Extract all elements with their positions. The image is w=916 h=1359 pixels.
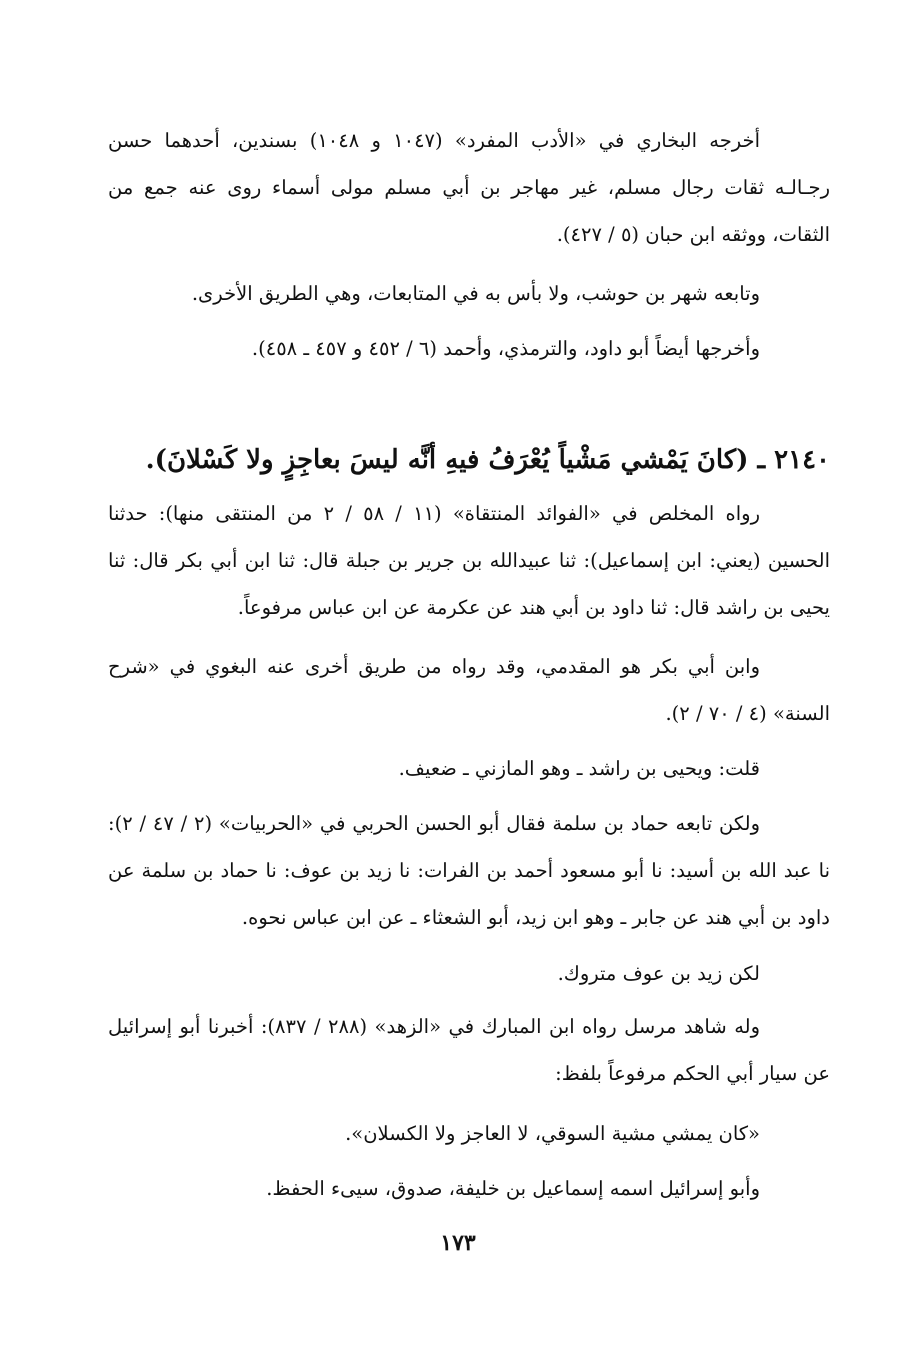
- paragraph-mukhallis-isnad: رواه المخلص في «الفوائد المنتقاة» (١١ / ٥٨ / ٢ من المنتقى منها): حدثنا الحسين (يعني: ابن إسماعيل): ثنا عبيدالله بن جرير بن جبلة قال: ثنا ابن أبي بكر قال: ثنا يحيى بن راشد قال: ثنا داود بن أبي هند عن عكرمة عن ابن عباس مرفوعاً.: [108, 502, 830, 619]
- paragraph-hammad-mutabaa: ولكن تابعه حماد بن سلمة فقال أبو الحسن الحربي في «الحربيات» (٢ / ٤٧ / ٢): نا عبد الله بن أسيد: نا أبو مسعود أحمد بن الفرات: نا زيد بن عوف: نا حماد بن سلمة عن داود بن أبي هند عن جابر ـ وهو ابن زيد، أبو الشعثاء ـ عن ابن عباس نحوه.: [108, 812, 830, 929]
- paragraph-shahr-mutabaa: وتابعه شهر بن حوشب، ولا بأس به في المتابعات، وهي الطريق الأخرى.: [191, 282, 760, 305]
- paragraph-quote-lafz: «كان يمشي مشية السوقي، لا العاجز ولا الكسلان».: [345, 1122, 760, 1145]
- page-number: ١٧٣: [440, 1230, 476, 1256]
- paragraph-abu-israil: وأبو إسرائيل اسمه إسماعيل بن خليفة، صدوق، سيىء الحفظ.: [266, 1177, 760, 1200]
- paragraph-yahya-daif: قلت: ويحيى بن راشد ـ وهو المازني ـ ضعيف.: [398, 757, 760, 780]
- paragraph-zayd-matruk: لكن زيد بن عوف متروك.: [557, 962, 760, 985]
- paragraph-bukhari-takhrij: أخرجه البخاري في «الأدب المفرد» (١٠٤٧ و ١٠٤٨) بسندين، أحدهما حسن رجـالـه ثقات رجال مسلم، غير مهاجر بن أبي مسلم مولى أسماء روى عنه جمع من الثقات، ووثقه ابن حبان (٥ / ٤٢٧).: [108, 129, 830, 246]
- paragraph-abu-dawud-takhrij: وأخرجها أيضاً أبو داود، والترمذي، وأحمد (٦ / ٤٥٢ و ٤٥٧ ـ ٤٥٨).: [251, 337, 760, 360]
- paragraph-muqaddami: وابن أبي بكر هو المقدمي، وقد رواه من طريق أخرى عنه البغوي في «شرح السنة» (٤ / ٧٠ / ٢).: [108, 655, 830, 725]
- hadith-heading-2140: ٢١٤٠ ـ (كانَ يَمْشي مَشْياً يُعْرَفُ فيهِ أنَّه ليسَ بعاجِزٍ ولا كَسْلانَ).: [145, 445, 830, 475]
- paragraph-mursal-shahid: وله شاهد مرسل رواه ابن المبارك في «الزهد» (٢٨٨ / ٨٣٧): أخبرنا أبو إسرائيل عن سيار أبي الحكم مرفوعاً بلفظ:: [108, 1015, 830, 1085]
